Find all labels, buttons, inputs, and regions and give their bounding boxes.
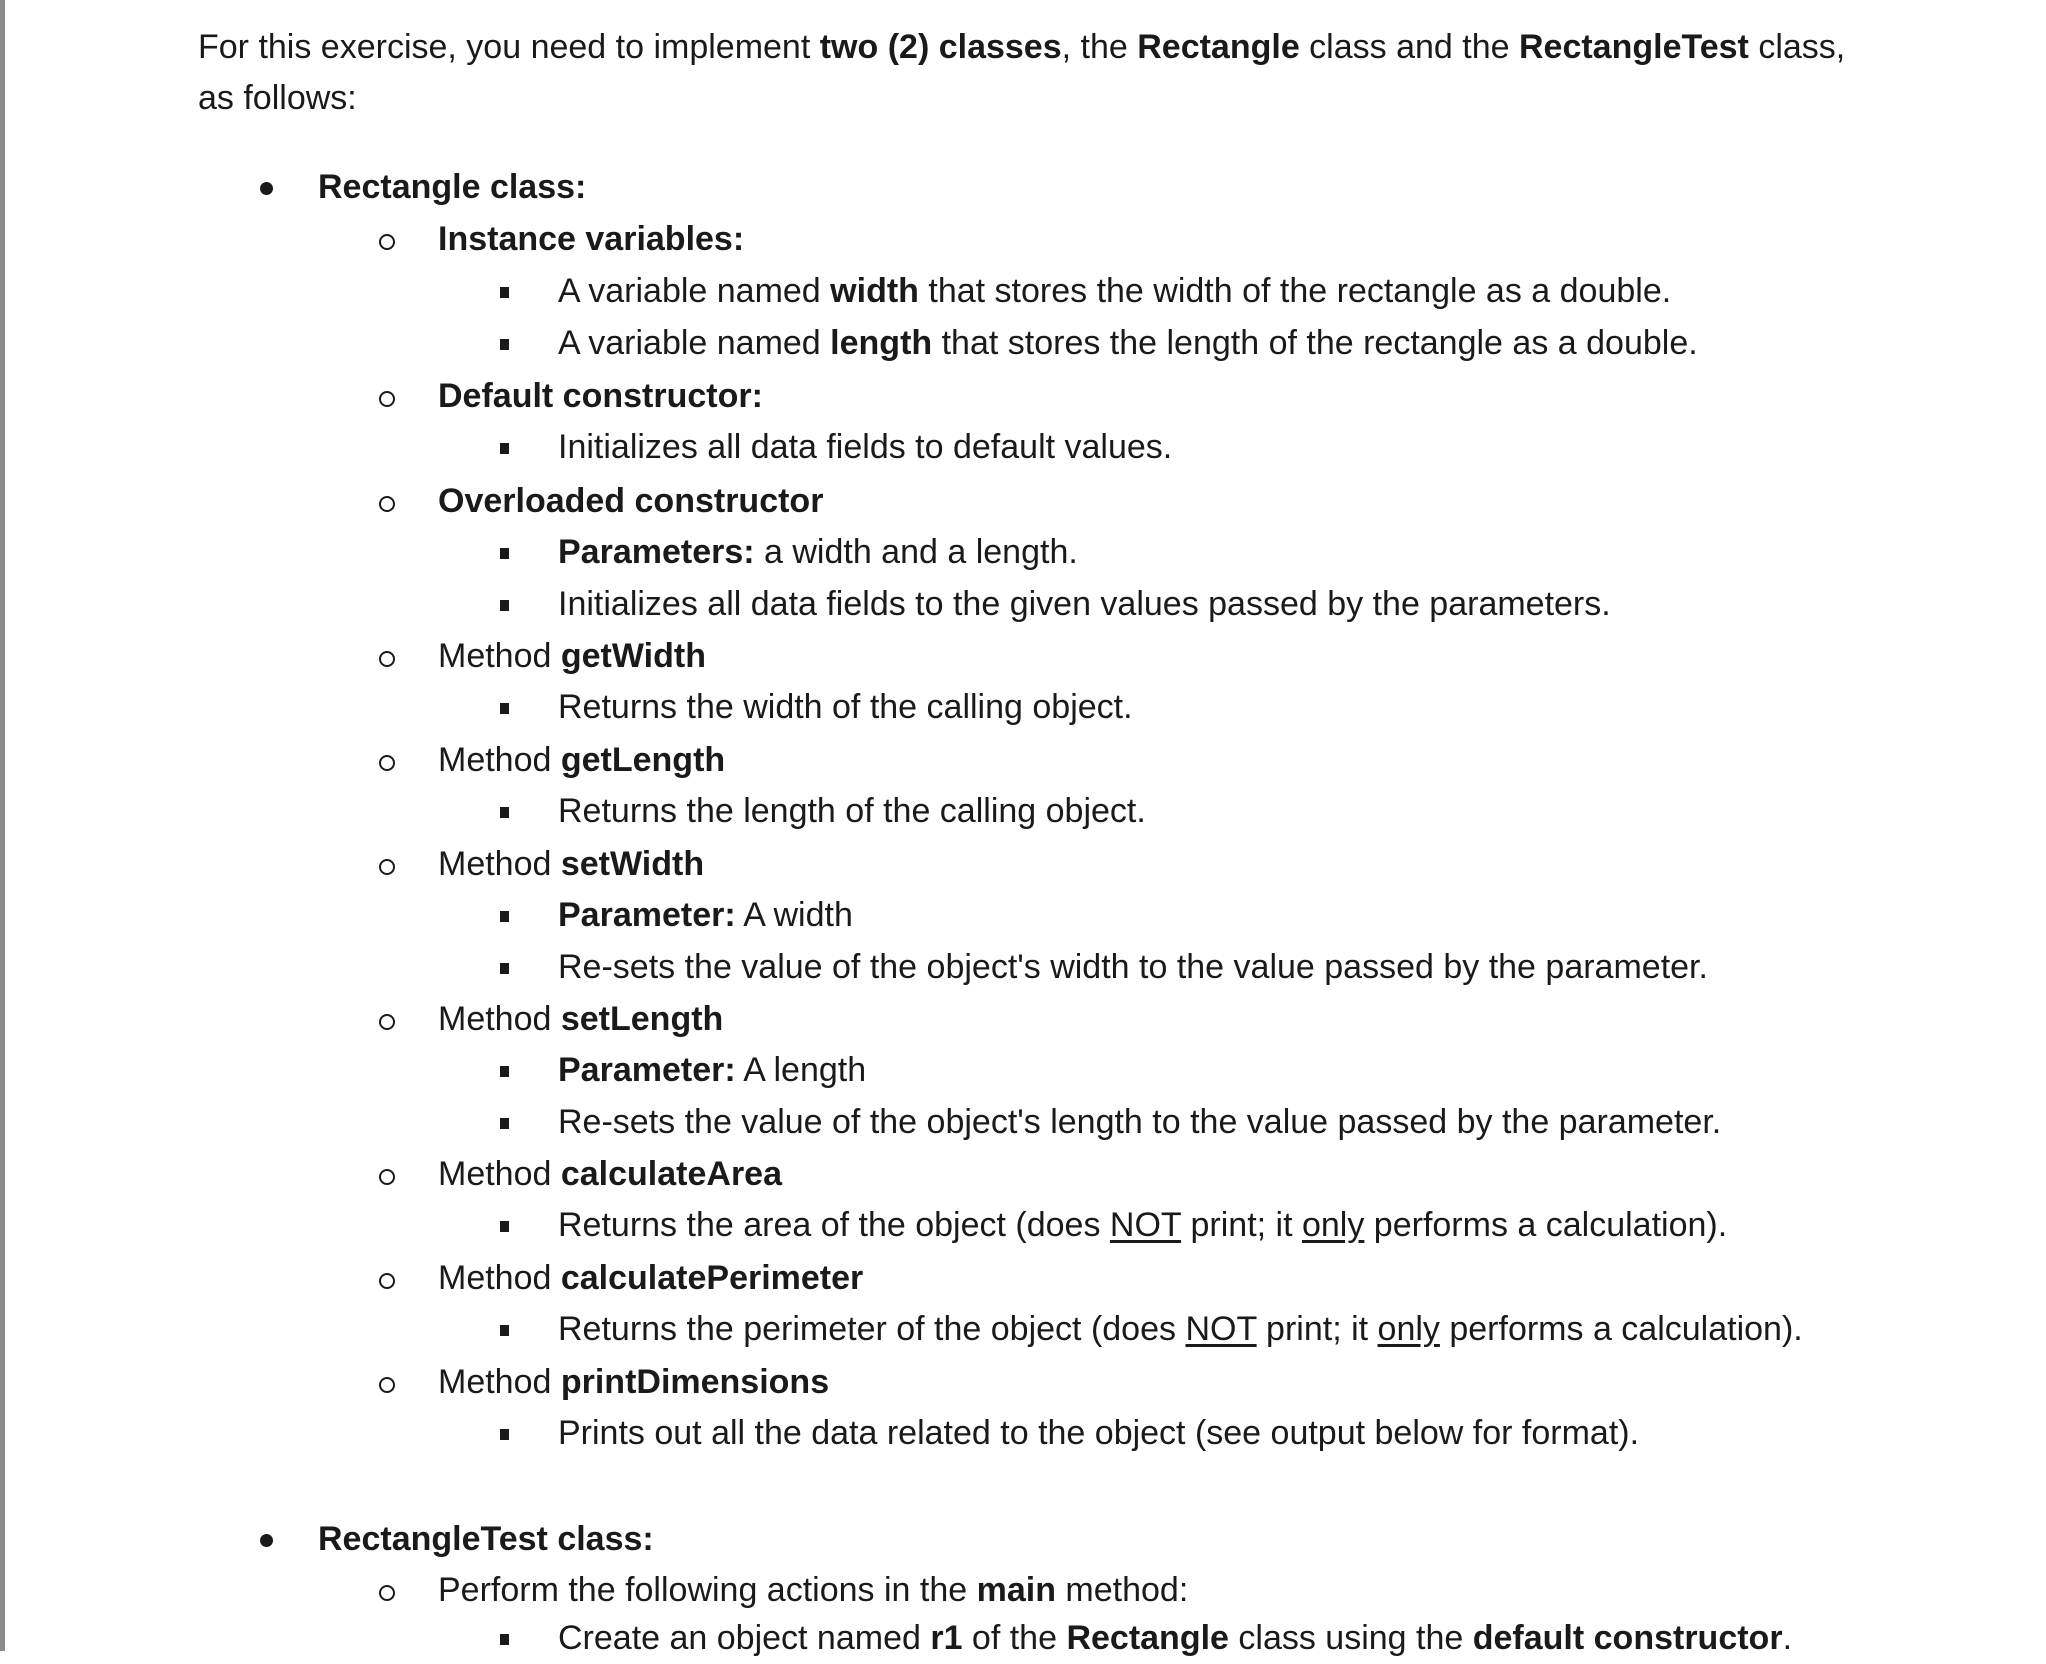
instance-variables-heading: Instance variables:	[438, 220, 745, 258]
intro-text: class, as follows:	[198, 28, 1846, 117]
bullet-circle	[379, 1014, 395, 1030]
rectangletest-class-heading: RectangleTest class:	[318, 1520, 654, 1558]
bullet-square	[500, 807, 509, 818]
method-getlength-heading	[438, 735, 725, 786]
default-constructor-desc: Initializes all data fields to default values.	[558, 428, 1173, 466]
item-text: a width and a length.	[754, 533, 1078, 571]
method-name: calculatePerimeter	[560, 1259, 864, 1297]
intro-bold: two (2) classes	[819, 28, 1062, 66]
item-bold: Rectangle	[1066, 1619, 1229, 1657]
bullet-square	[500, 548, 509, 559]
intro-bold: Rectangle	[1137, 28, 1300, 66]
bullet-square	[500, 911, 509, 922]
bullet-circle	[379, 755, 395, 771]
item-text: A length	[735, 1051, 867, 1089]
bullet-square	[500, 1634, 509, 1645]
method-setlength-param	[558, 1045, 866, 1096]
bullet-circle	[379, 1585, 395, 1601]
item-text: performs a calculation).	[1439, 1310, 1803, 1348]
item-text: print; it	[1181, 1206, 1302, 1244]
item-text: method:	[1055, 1571, 1189, 1609]
bullet-square	[500, 703, 509, 714]
item-underline: only	[1301, 1206, 1365, 1244]
bullet-circle	[379, 859, 395, 875]
method-calculateperimeter-desc	[558, 1304, 1803, 1355]
bullet-square	[500, 1066, 509, 1077]
rectangle-class-heading: Rectangle class:	[318, 168, 587, 206]
create-r1-instruction	[558, 1613, 1792, 1664]
method-calculateperimeter-heading	[438, 1253, 863, 1304]
method-name: getWidth	[560, 637, 706, 675]
bullet-circle	[379, 1169, 395, 1185]
method-printdimensions-desc: Prints out all the data related to the object (see output below for format).	[558, 1414, 1640, 1452]
item-underline: NOT	[1109, 1206, 1182, 1244]
method-name: setWidth	[560, 845, 705, 883]
item-text: class using the	[1228, 1619, 1473, 1657]
overloaded-constructor-desc: Initializes all data fields to the given values passed by the parameters.	[558, 585, 1611, 623]
default-constructor-heading: Default constructor:	[438, 377, 763, 415]
bullet-square	[500, 339, 509, 350]
bullet-square	[500, 1429, 509, 1440]
item-text: Method	[438, 637, 561, 675]
intro-text: For this exercise, you need to implement	[198, 28, 820, 66]
item-text: that stores the width of the rectangle as a double.	[918, 272, 1672, 310]
width-variable-item	[558, 266, 1671, 317]
method-setlength-heading	[438, 994, 723, 1045]
bullet-square	[500, 600, 509, 611]
item-text: of the	[962, 1619, 1067, 1657]
method-name: setLength	[560, 1000, 724, 1038]
item-text: Method	[438, 1155, 561, 1193]
bullet-square	[500, 287, 509, 298]
length-variable-item	[558, 318, 1698, 369]
method-setlength-desc: Re-sets the value of the object's length to the value passed by the parameter.	[558, 1103, 1722, 1141]
item-bold: main	[976, 1571, 1056, 1609]
bullet-circle	[379, 496, 395, 512]
item-bold: Parameter:	[558, 1051, 736, 1089]
bullet-dot	[260, 1534, 273, 1547]
bullet-square	[500, 1325, 509, 1336]
bullet-circle	[379, 391, 395, 407]
main-method-instruction	[438, 1565, 1188, 1616]
item-text: A variable named	[558, 324, 831, 362]
bullet-square	[500, 443, 509, 454]
bullet-square	[500, 963, 509, 974]
method-getwidth-heading	[438, 631, 706, 682]
item-text: Method	[438, 1000, 561, 1038]
bullet-square	[500, 1118, 509, 1129]
bullet-circle	[379, 234, 395, 250]
overloaded-constructor-heading: Overloaded constructor	[438, 482, 824, 520]
method-setwidth-desc: Re-sets the value of the object's width to the value passed by the parameter.	[558, 948, 1708, 986]
item-text: Returns the area of the object (does	[558, 1206, 1110, 1244]
bullet-square	[500, 1221, 509, 1232]
bullet-circle	[379, 651, 395, 667]
item-text: Create an object named	[558, 1619, 931, 1657]
item-text: Method	[438, 741, 561, 779]
method-name: getLength	[560, 741, 726, 779]
item-text: print; it	[1256, 1310, 1378, 1348]
intro-text: class and the	[1299, 28, 1519, 66]
bullet-circle	[379, 1273, 395, 1289]
item-bold: Parameters:	[558, 533, 755, 571]
item-text: Perform the following actions in the	[438, 1571, 977, 1609]
item-bold: default constructor	[1472, 1619, 1783, 1657]
item-underline: NOT	[1185, 1310, 1257, 1348]
item-text: .	[1782, 1619, 1793, 1657]
method-name: printDimensions	[560, 1363, 830, 1401]
item-text: Method	[438, 1363, 561, 1401]
item-bold: width	[830, 272, 919, 310]
item-text: A width	[735, 896, 853, 934]
overloaded-constructor-params	[558, 527, 1078, 578]
intro-paragraph	[198, 22, 1858, 124]
item-text: performs a calculation).	[1364, 1206, 1728, 1244]
method-getwidth-desc: Returns the width of the calling object.	[558, 688, 1133, 726]
item-text: that stores the length of the rectangle as a double.	[932, 324, 1698, 362]
intro-bold: RectangleTest	[1518, 28, 1749, 66]
item-text: Method	[438, 845, 561, 883]
method-printdimensions-heading	[438, 1357, 829, 1408]
method-calculatearea-desc	[558, 1200, 1727, 1251]
method-calculatearea-heading	[438, 1149, 782, 1200]
intro-text: , the	[1061, 28, 1138, 66]
method-name: calculateArea	[560, 1155, 782, 1193]
item-underline: only	[1377, 1310, 1440, 1348]
bullet-circle	[379, 1377, 395, 1393]
item-bold: r1	[930, 1619, 963, 1657]
method-setwidth-param	[558, 890, 853, 941]
item-text: Method	[438, 1259, 561, 1297]
method-getlength-desc: Returns the length of the calling object.	[558, 792, 1146, 830]
item-bold: Parameter:	[558, 896, 736, 934]
bullet-dot	[260, 182, 273, 195]
item-bold: length	[830, 324, 933, 362]
method-setwidth-heading	[438, 839, 704, 890]
item-text: Returns the perimeter of the object (does	[558, 1310, 1186, 1348]
item-text: A variable named	[558, 272, 831, 310]
